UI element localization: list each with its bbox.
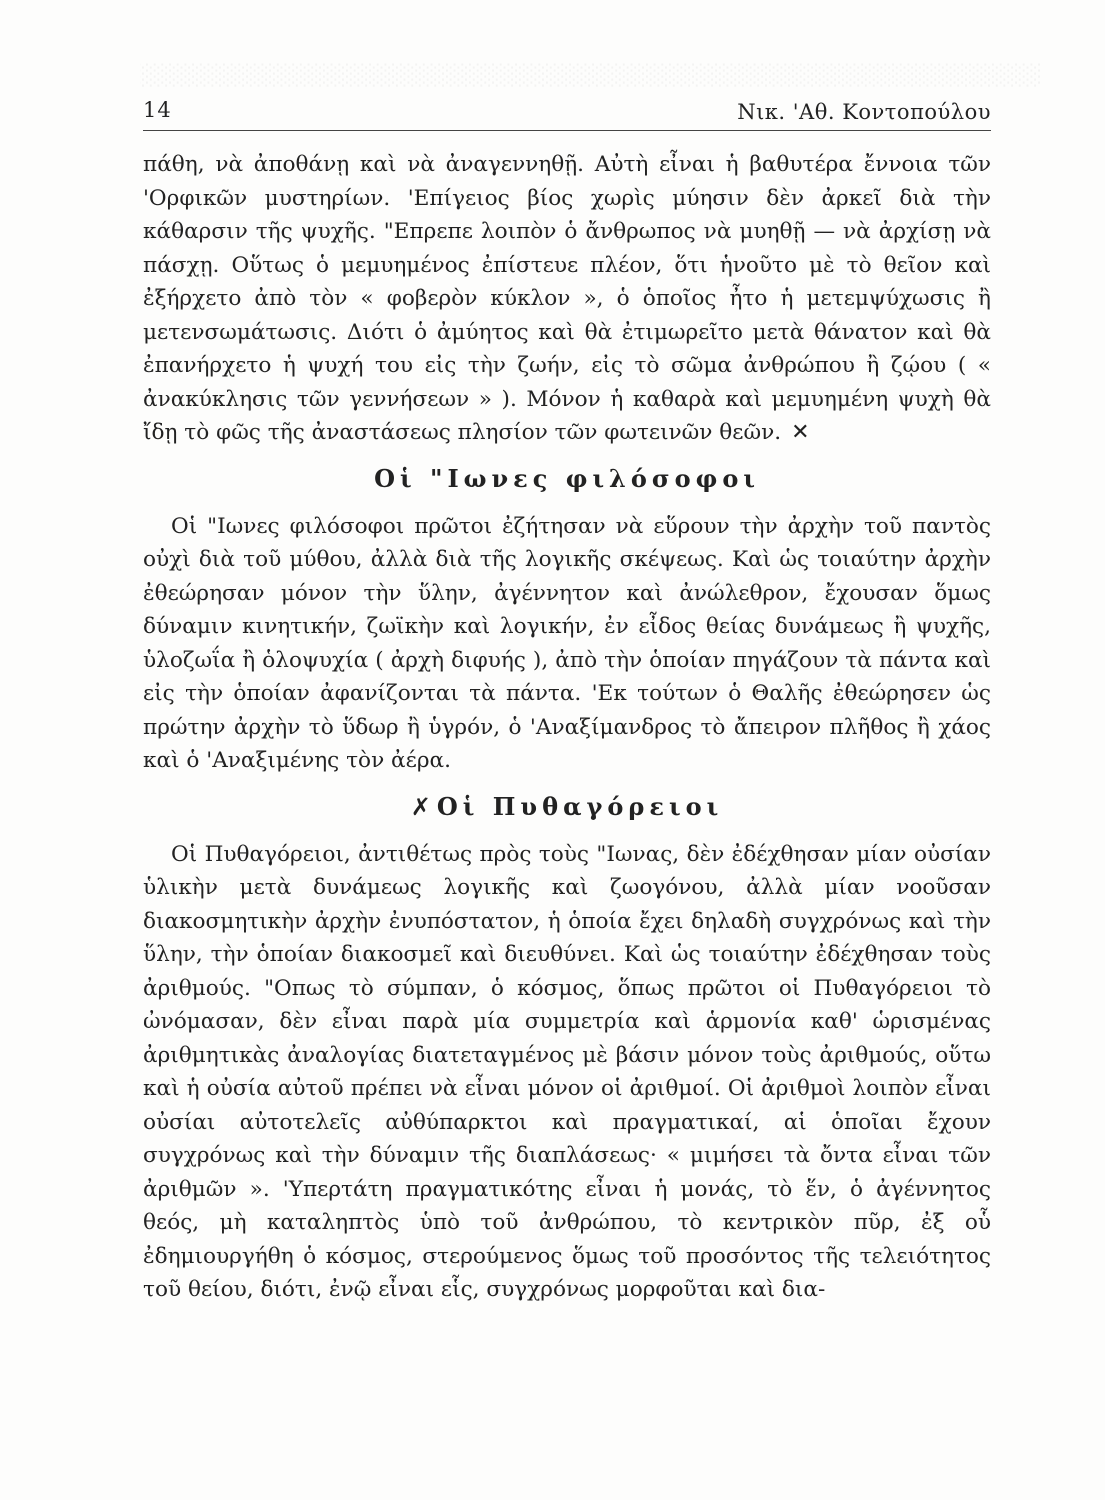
section-title-ionians: Οἱ "Ιωνες φιλόσοφοι [374, 463, 760, 493]
page-header [143, 98, 991, 128]
intro-paragraph [143, 148, 991, 450]
pythagoreans-paragraph: Οἱ Πυθαγόρειοι, ἀντιθέτως πρὸς τοὺς "Ιωνας, δὲν ἐδέχθησαν μίαν οὐσίαν ὑλικὴν μετὰ δυνάμεως λογικῆς καὶ ζωογόνου, ἀλλὰ μίαν νοοῦσαν διακοσμητικὴν ἀρχὴν ἐνυπόστατον, ἡ ὁποία ἔχει δηλαδὴ συγχρόνως καὶ τὴν ὕλην, τὴν ὁποίαν διακοσμεῖ καὶ διευθύνει. Καὶ ὡς τοιαύτην ἐδέχθησαν τοὺς ἀριθμούς. "Οπως τὸ σύμπαν, ὁ κόσμος, ὅπως πρῶτοι οἱ Πυθαγόρειοι τὸ ὠνόμασαν, δὲν εἶναι παρὰ μία συμμετρία καὶ ἁρμονία καθ' ὡρισμένας ἀριθμητικὰς ἀναλογίας διατεταγμένος μὲ βάσιν μόνον τοὺς ἀριθμούς, οὕτω καὶ ἡ οὐσία αὐτοῦ πρέπει νὰ εἶναι μόνον οἱ ἀριθμοί. Οἱ ἀριθμοὶ λοιπὸν εἶναι οὐσίαι αὐτοτελεῖς αὐθύπαρκτοι καὶ πραγματικαί, αἱ ὁποῖαι ἔχουν συγχρόνως καὶ τὴν δύναμιν τῆς διαπλάσεως· « μιμήσει τὰ ὄντα εἶναι τῶν ἀριθμῶν ». 'Υπερτάτη πραγματικότης εἶναι ἡ μονάς, τὸ ἕν, ὁ ἀγέννητος θεός, μὴ καταληπτὸς ὑπὸ τοῦ ἀνθρώπου, τὸ κεντρικὸν πῦρ, ἐξ οὗ ἐδημιουργήθη ὁ κόσμος, στερούμενος ὅμως τοῦ προσόντος τῆς τελειότητος τοῦ θείου, διότι, ἐνῷ εἶναι εἷς, συγχρόνως μορφοῦται καὶ δια- [143, 841, 991, 1302]
section-title-pythagoreans: Οἱ Πυθαγόρειοι [436, 791, 724, 821]
running-head: Νικ. 'Αθ. Κοντοπούλου [737, 100, 991, 124]
page-number: 14 [143, 98, 172, 122]
ionians-paragraph: Οἱ "Ιωνες φιλόσοφοι πρῶτοι ἐζήτησαν νὰ εὕρουν τὴν ἀρχὴν τοῦ παντὸς οὐχὶ διὰ τοῦ μύθου, ἀλλὰ διὰ τῆς λογικῆς σκέψεως. Καὶ ὡς τοιαύτην ἀρχὴν ἐθεώρησαν μόνον τὴν ὕλην, ἀγέννητον καὶ ἀνώλεθρον, ἔχουσαν ὅμως δύναμιν κινητικήν, ζωϊκὴν καὶ λογικήν, ἐν εἶδος θείας δυνάμεως ἢ ψυχῆς, ὑλοζωΐα ἢ ὁλοψυχία ( ἀρχὴ διφυής ), ἀπὸ τὴν ὁποίαν πηγάζουν τὰ πάντα καὶ εἰς τὴν ὁποίαν ἀφανίζονται τὰ πάντα. 'Εκ τούτων ὁ Θαλῆς ἐθεώρησεν ὡς πρώτην ἀρχὴν τὸ ὕδωρ ἢ ὑγρόν, ὁ 'Αναξίμανδρος τὸ ἄπειρον πλῆθος ἢ χάος καὶ ὁ 'Αναξιμένης τὸν ἀέρα. [143, 513, 991, 773]
margin-mark-x: ✕ [791, 420, 810, 445]
margin-mark-check: ✗ [410, 792, 431, 821]
header-rule [143, 130, 991, 131]
section-heading-ionians [143, 462, 991, 496]
intro-paragraph-text: πάθη, νὰ ἀποθάνῃ καὶ νὰ ἀναγεννηθῇ. Αὐτὴ εἶναι ἡ βαθυτέρα ἔννοια τῶν 'Ορφικῶν μυστηρίων. 'Επίγειος βίος χωρὶς μύησιν δὲν ἀρκεῖ διὰ τὴν κάθαρσιν τῆς ψυχῆς. "Επρεπε λοιπὸν ὁ ἄνθρωπος νὰ μυηθῇ — νὰ ἀρχίσῃ νὰ πάσχῃ. Οὕτως ὁ μεμυημένος ἐπίστευε πλέον, ὅτι ἡνοῦτο μὲ τὸ θεῖον καὶ ἐξήρχετο ἀπὸ τὸν « φοβερὸν κύκλον », ὁ ὁποῖος ἦτο ἡ μετεμψύχωσις ἢ μετενσωμάτωσις. Διότι ὁ ἀμύητος καὶ θὰ ἐτιμωρεῖτο μετὰ θάνατον καὶ θὰ ἐπανήρχετο ἡ ψυχή του εἰς τὴν ζωήν, εἰς τὸ σῶμα ἀνθρώπου ἢ ζῴου ( « ἀνακύκλησις τῶν γεννήσεων » ). Μόνον ἡ καθαρὰ καὶ μεμυημένη ψυχὴ θὰ ἴδῃ τὸ φῶς τῆς ἀναστάσεως πλησίον τῶν φωτεινῶν θεῶν. [143, 152, 991, 445]
section-heading-pythagoreans [143, 790, 991, 824]
page-body [143, 148, 991, 1307]
